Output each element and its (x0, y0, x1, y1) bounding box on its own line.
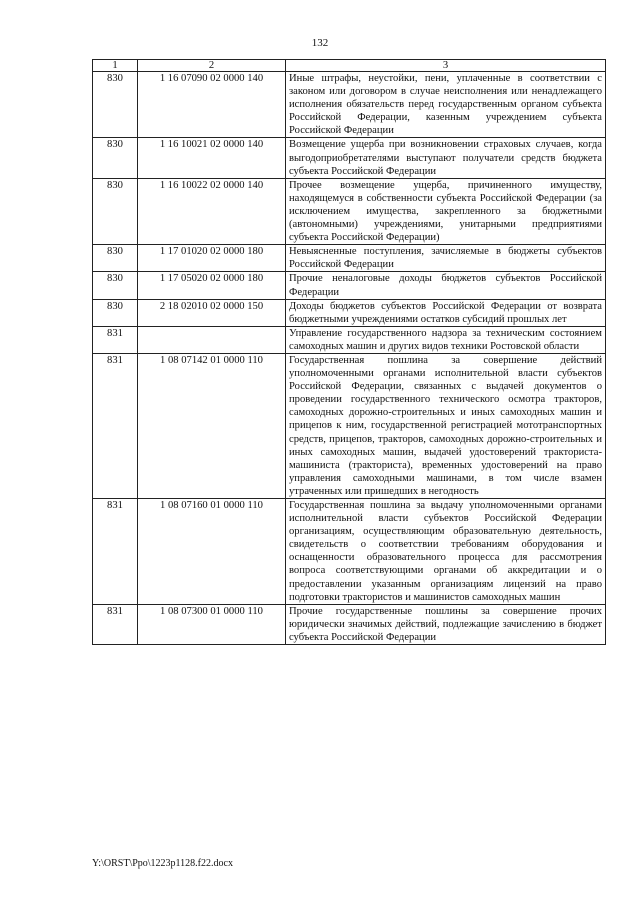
admin-code-cell: 831 (93, 499, 138, 605)
description-cell: Государственная пошлина за совершение действий уполномоченными органами исполнительной власти субъектов Российской Федерации, связанных с выдачей документов о проведении государственного технического осмотра тракторов, самоходных дорожно-строительных и иных самоходных машин и прицепов к ним, государственной регистрацией мототранспортных средств, прицепов, тракторов, самоходных дорожно-строительных и иных самоходных машин, выдачей удостоверений тракториста-машиниста (тракториста), временных удостоверений на право управления самоходными машинами, в том числе взамен утраченных или пришедших в негодность (286, 353, 606, 498)
kbk-code-cell: 1 16 07090 02 0000 140 (138, 72, 286, 138)
table-row (93, 326, 606, 353)
admin-code-cell: 830 (93, 72, 138, 138)
admin-code-cell: 831 (93, 353, 138, 498)
kbk-code-cell: 1 16 10021 02 0000 140 (138, 138, 286, 178)
column-header-3: 3 (286, 60, 606, 72)
admin-code-cell: 831 (93, 326, 138, 353)
kbk-code-cell: 1 16 10022 02 0000 140 (138, 178, 286, 244)
kbk-code-cell: 1 17 05020 02 0000 180 (138, 272, 286, 299)
kbk-code-cell (138, 326, 286, 353)
admin-code-cell: 830 (93, 138, 138, 178)
kbk-code-cell: 1 08 07300 01 0000 110 (138, 604, 286, 644)
table-row (93, 272, 606, 299)
kbk-code-cell: 1 08 07142 01 0000 110 (138, 353, 286, 498)
table-row (93, 72, 606, 138)
table-row (93, 138, 606, 178)
description-cell: Прочее возмещение ущерба, причиненного имуществу, находящемуся в собственности субъекта Российской Федерации (за исключением имущества, закрепленного за бюджетными (автономными) учреждениями, унитарными предприятиями субъекта Российской Федерации) (286, 178, 606, 244)
table-row (93, 299, 606, 326)
admin-code-cell: 830 (93, 245, 138, 272)
file-path-footer: Y:\ORST\Ppo\1223p1128.f22.docx (92, 858, 233, 869)
page-number: 132 (311, 37, 329, 49)
column-header-1: 1 (93, 60, 138, 72)
description-cell: Доходы бюджетов субъектов Российской Федерации от возврата бюджетными учреждениями остатков субсидий прошлых лет (286, 299, 606, 326)
admin-code-cell: 830 (93, 299, 138, 326)
admin-code-cell: 831 (93, 604, 138, 644)
kbk-code-cell: 1 08 07160 01 0000 110 (138, 499, 286, 605)
column-header-2: 2 (138, 60, 286, 72)
description-cell: Государственная пошлина за выдачу уполномоченными органами исполнительной власти субъектов Российской Федерации организациям, осуществляющим образовательную деятельность, свидетельств о соответствии требованиям оборудования и оснащенности образовательного процесса для рассмотрения вопроса соответствующими органами об аккредитации и о предоставлении указанным организациям лицензий на право подготовки трактористов и машинистов самоходных машин (286, 499, 606, 605)
table-row (93, 178, 606, 244)
revenue-codes-table (92, 59, 606, 645)
table-row (93, 353, 606, 498)
table-header-row (93, 60, 606, 72)
kbk-code-cell: 1 17 01020 02 0000 180 (138, 245, 286, 272)
admin-code-cell: 830 (93, 272, 138, 299)
table-row (93, 245, 606, 272)
description-cell: Возмещение ущерба при возникновении страховых случаев, когда выгодоприобретателями выступают получатели средств бюджета субъекта Российской Федерации (286, 138, 606, 178)
description-cell: Управление государственного надзора за техническим состоянием самоходных машин и других видов техники Ростовской области (286, 326, 606, 353)
description-cell: Прочие неналоговые доходы бюджетов субъектов Российской Федерации (286, 272, 606, 299)
description-cell: Иные штрафы, неустойки, пени, уплаченные в соответствии с законом или договором в случае неисполнения или ненадлежащего исполнения обязательств перед государственным органом субъекта Российской Федерации, казенным учреждением субъекта Российской Федерации (286, 72, 606, 138)
description-cell: Прочие государственные пошлины за совершение прочих юридически значимых действий, подлежащие зачислению в бюджет субъекта Российской Федерации (286, 604, 606, 644)
kbk-code-cell: 2 18 02010 02 0000 150 (138, 299, 286, 326)
table-row (93, 604, 606, 644)
table-row (93, 499, 606, 605)
admin-code-cell: 830 (93, 178, 138, 244)
description-cell: Невыясненные поступления, зачисляемые в бюджеты субъектов Российской Федерации (286, 245, 606, 272)
